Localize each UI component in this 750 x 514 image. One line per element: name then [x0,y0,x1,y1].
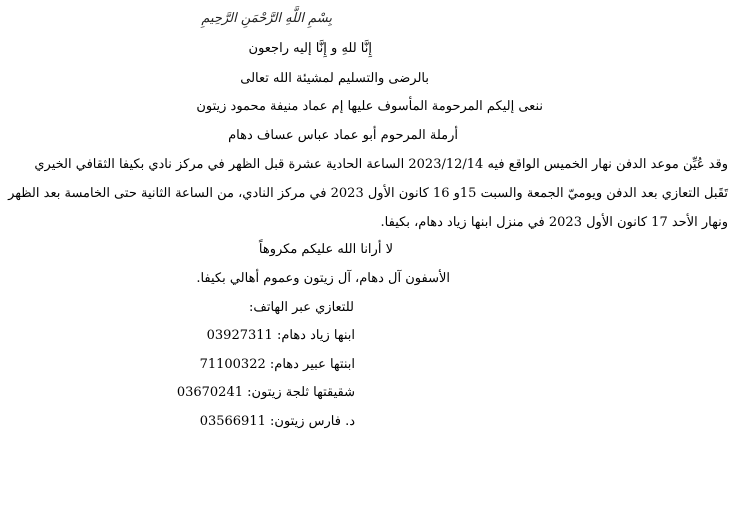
contact-number: 03566911 [199,414,266,429]
nanaa-line: ننعى إليكم المرحومة المأسوف عليها إم عماد منيفة محمود زيتون [196,99,543,114]
contact-label: ابنها زياد دهام: [276,328,355,343]
basmala-header: بِسْمِ اللَّهِ الرَّحْمَنِ الرَّحِيمِ [201,11,332,26]
contact-line [200,413,355,431]
armala-line: أرملة المرحوم أبو عماد عباس عساف دهام [228,128,458,143]
contact-line [177,384,355,402]
contact-line [207,327,355,345]
asifoun-line: الأسفون آل دهام، آل زيتون وعموم أهالي بكيفا. [196,271,450,286]
contact-label: ابنتها عبير دهام: [269,357,355,372]
rida-line: بالرضى والتسليم لمشيئة الله تعالى [240,71,429,86]
phone-section-title: للتعازي عبر الهاتف: [249,300,354,315]
la-arana-line: لا أرانا الله عليكم مكروهاً [258,242,393,257]
condolence-line-1: تَقَبل التعازي بعد الدفن ويوميّ الجمعة والسبت 15و 16 كانون الأول 2023 في مركز النادي، من الساعة الثانية حتى الخامسة بعد الظهر [8,186,728,201]
contact-number: 71100322 [199,357,266,372]
condolence-line-2: ونهار الأحد 17 كانون الأول 2023 في منزل ابنها زياد دهام، بكيفا. [380,215,728,230]
contact-label: شقيقتها ثلجة زيتون: [247,385,355,400]
contact-label: د. فارس زيتون: [270,414,355,429]
contact-number: 03927311 [206,328,273,343]
contact-line [200,356,355,374]
inna-lillah-line: إِنَّا للهِ و إِنَّا إليه راجعون [248,41,372,56]
burial-line: وقد عُيِّن موعد الدفن نهار الخميس الواقع فيه 2023/12/14 الساعة الحادية عشرة قبل الظهر في مركز نادي بكيفا الثقافي الخيري [34,157,728,172]
contact-number: 03670241 [176,385,243,400]
